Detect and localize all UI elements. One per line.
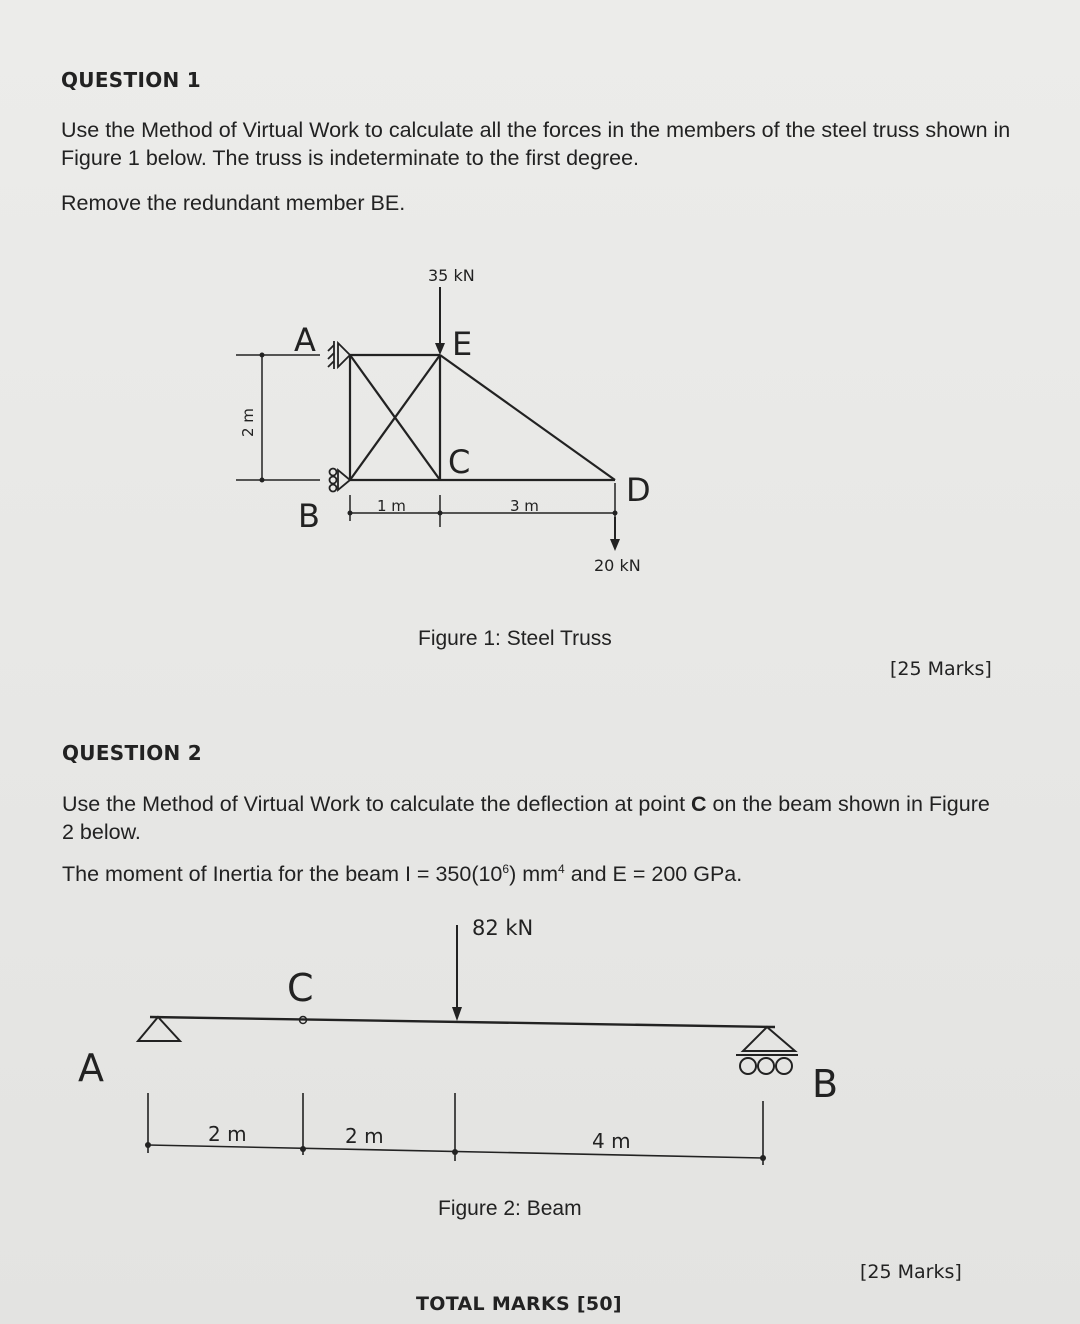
beam-figure (60, 905, 860, 1175)
pin-support-A (138, 1017, 180, 1041)
inertia-unit: ) mm (509, 862, 559, 886)
node-C-label: C (448, 443, 471, 481)
question-2-marks: [25 Marks] (860, 1261, 962, 1283)
question-2-heading: QUESTION 2 (62, 741, 203, 765)
figure-2-caption: Figure 2: Beam (438, 1197, 582, 1220)
load-82kN-label: 82 kN (472, 916, 534, 940)
q2-point-C: C (691, 792, 707, 816)
beam-line (150, 1017, 775, 1027)
roller-support-B (330, 469, 351, 492)
node-D-label: D (626, 471, 651, 509)
question-2-instruction (62, 790, 992, 846)
load-35kN-label: 35 kN (428, 266, 475, 285)
figure-1-caption: Figure 1: Steel Truss (418, 627, 612, 650)
total-marks: TOTAL MARKS [50] (416, 1293, 622, 1315)
modulus-text: and E = 200 GPa. (564, 862, 743, 886)
pin-support-A (328, 341, 350, 369)
beam-C-label: C (287, 966, 314, 1010)
beam-A-label: A (78, 1046, 104, 1090)
load-20kN-label: 20 kN (594, 556, 641, 575)
node-B-label: B (298, 497, 320, 535)
inertia-text: The moment of Inertia for the beam I = 350(10 (62, 862, 503, 886)
exponent-4: 4 (558, 861, 565, 876)
question-1-marks: [25 Marks] (890, 658, 992, 680)
dim-3m-label: 3 m (510, 497, 539, 515)
question-1-instruction: Use the Method of Virtual Work to calculate all the forces in the members of the steel truss shown in Figure 1 below. The truss is indeterminate to the first degree. (61, 118, 1011, 170)
dim-2m-label: 2 m (239, 408, 257, 437)
node-A-label: A (294, 321, 316, 359)
dim-load-B-label: 4 m (592, 1129, 631, 1153)
question-2-properties (62, 860, 742, 888)
dim-C-load-label: 2 m (345, 1124, 384, 1148)
question-1-redundant-note: Remove the redundant member BE. (61, 191, 406, 215)
roller-support-B (736, 1027, 798, 1074)
exponent-6: 6 (502, 861, 510, 876)
dim-1m-label: 1 m (377, 497, 406, 515)
question-1-heading: QUESTION 1 (61, 68, 202, 92)
beam-B-label: B (812, 1062, 839, 1106)
q2-text-a: Use the Method of Virtual Work to calculate the deflection at point (62, 792, 692, 816)
truss-figure (220, 255, 670, 595)
dim-AC-label: 2 m (208, 1122, 247, 1146)
node-E-label: E (452, 325, 473, 363)
q2-text-b: on the beam shown in Figure 2 below. (62, 792, 990, 844)
